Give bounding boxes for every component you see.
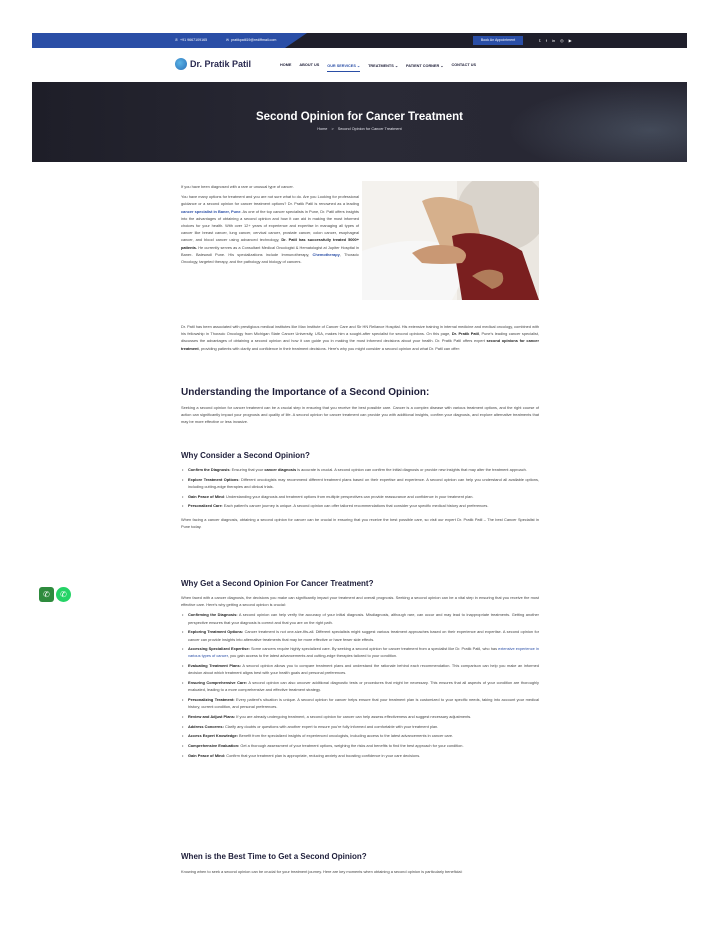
list-item [181,645,539,659]
whatsapp-button[interactable] [56,587,71,602]
page-hero-banner [32,82,687,162]
list-item-text: Cancer treatment is not one-size-fits-all. Different specialists might suggest various treatment approaches based on their experience and expertise. A second opinion for cancer can provide insights into alternative treatments that may be more effective or have fewer side effects. [188,629,539,642]
list-item-label: Gain Peace of Mind [188,493,224,499]
list-item-text: If you are already undergoing treatment, a second opinion for cancer can help assess effectiveness and suggest necessary adjustments. [235,713,472,719]
nav-our-services[interactable]: OUR SERVICES ⌄ [327,63,360,72]
instagram-icon[interactable]: ◎ [560,38,564,43]
about-highlight: second opinions for cancer treatment [181,338,539,351]
best-time-heading: When is the Best Time to Get a Second Opinion? [181,852,367,861]
intro-section [181,183,359,265]
list-item-text: A second opinion can also uncover additional diagnostic tests or procedures that might be necessary. This ensures that all aspects of your condition are thoroughly evaluated, leading to a more comprehensive and effective treatment strategy. [188,680,539,693]
list-item [181,493,539,500]
list-item-text: A second opinion allows you to compare treatment plans and understand the rationale behind each recommendation. This comparison can help you make an informed decision about which treatment aligns best with your health goals and personal preferences. [188,663,539,676]
phone-icon: ✆ [175,38,179,42]
list-item-label: Confirm the Diagnosis [188,467,230,472]
why-get-heading: Why Get a Second Opinion For Cancer Treatment? [181,579,374,588]
list-item-text: : Ensuring that your [229,467,265,472]
breadcrumb [32,127,687,131]
why-get-intro: When faced with a cancer diagnosis, the decisions you make can significantly impact your treatment and overall prognosis. Seeking a second opinion can be a vital step in ensuring that you receive the most effective care. Here's why getting a second opinion is crucial: [181,595,539,608]
list-item [181,742,539,749]
call-button[interactable] [39,587,54,602]
twitter-icon[interactable]: 𝕥 [539,38,541,43]
list-item-text: Confirm that your treatment plan is appropriate, reducing anxiety and boosting confidence in your care decisions. [225,752,421,758]
list-item-label: Gain Peace of Mind: [188,752,226,758]
list-item-label: Explore Treatment Options [188,476,239,482]
list-item-label: Confirming the Diagnosis: [188,612,238,618]
best-time-text: Knowing when to seek a second opinion can be crucial for your treatment journey. Here are key moments when obtaining a second opinion is particularly beneficial: [181,869,463,874]
experience-link[interactable]: extensive experience in various types of cancer [188,646,539,659]
linkedin-icon[interactable]: in [552,38,556,43]
list-item-label: Evaluating Treatment Plans: [188,663,242,669]
chemotherapy-link[interactable]: Chemotherapy [312,251,340,257]
why-consider-heading: Why Consider a Second Opinion? [181,451,310,460]
phone-number[interactable]: +91 9667109165 [180,38,208,42]
phone-icon: ✆ [43,590,50,599]
site-logo[interactable] [175,58,251,70]
list-item-label: Comprehensive Evaluation: [188,742,240,748]
about-highlight: Dr. Pratik Patil [451,331,479,337]
list-item-text: : Each patient's cancer journey is unique. A second opinion can offer tailored recommendations that consider your specific medical history and preferences. [221,503,489,509]
list-item [181,662,539,676]
about-section [181,323,539,352]
list-item-text: Get a thorough assessment of your treatment options, weighing the risks and benefits to find the best approach for your condition. [239,742,464,748]
intro-text: , Thoracic Oncology, targeted therapy, and the pathology and biology of cancers. [181,251,359,265]
list-item-text: : Different oncologists may recommend different treatment plans based on their expertise and experience. A second opinion can help you understand all available options, including cutting-edge therapies and clinical trials. [188,476,539,489]
intro-text: He currently serves as a Consultant Medical Oncologist & Hematologist at Jupiter Hospital in Baner- Balewadi Pune. His specializations include Immunotherapy, [181,244,359,257]
why-consider-closing: When facing a cancer diagnosis, obtaining a second opinion for cancer can be crucial in ensuring that you receive the best possible care, so visit our expert Dr. Pratik Patil – The best Cancer Specialist in Pune today. [181,516,539,529]
list-item-text: A second opinion can help verify the accuracy of your initial diagnosis. Misdiagnosis, although rare, can occur and may lead to inappropriate treatments. Getting another perspective ensures that your diagnosis is correct and that you are on the right path. [188,612,539,625]
intro-paragraph-2 [181,193,359,265]
intro-paragraph-1: If you have been diagnosed with a rare or unusual type of cancer. [181,184,294,189]
list-item [181,732,539,739]
list-item [181,723,539,730]
list-item [181,611,539,625]
importance-section [181,387,539,426]
nav-treatments[interactable]: TREATMENTS ⌄ [368,64,399,68]
list-item-text: Every patient's situation is unique. A second opinion for cancer helps ensure that your treatment plan is customized to your specific needs, taking into account your medical history, current condition, and personal preferences. [188,696,539,710]
top-bar-phone[interactable] [175,33,207,48]
list-item-label: Access Expert Knowledge: [188,733,238,739]
floating-contact-buttons [39,587,71,602]
list-item-text: Clarify any doubts or questions with another expert to ensure you're fully informed and comfortable with your treatment plan. [223,723,439,729]
list-item [181,466,539,473]
top-bar-email[interactable] [226,33,276,48]
logo-cross-icon [175,58,187,70]
list-item [181,502,539,509]
nav-contact-us[interactable]: CONTACT US [451,63,477,67]
about-paragraph [181,323,539,352]
intro-text: . As one of the top cancer specialists in Pune, Dr. Patil offers insights into the advantages of obtaining a second opinion and how it can aid in making the most informed choices for your health. With over 12+ years of experience and expertise in managing all types of cancer like breast cancer, lung cancer, cervical cancer, prostate cancer, colon cancer, esophageal cancer, and blood cancer using advanced technology, [181,208,359,243]
list-item [181,696,539,710]
youtube-icon[interactable]: ▶ [568,38,572,43]
why-consider-list [181,466,539,510]
whatsapp-icon: ✆ [60,590,67,599]
why-get-section [181,579,539,761]
about-text: , providing patients with clarity and confidence in their treatment decisions. Here's why you might consider a second opinion and what Dr. Patil can offer: [198,345,461,351]
social-links [539,33,572,48]
list-item [181,713,539,720]
about-text: , Pune's leading cancer specialist, discusses the advantages of obtaining a second opinion and how it can guide you in making the most informed decisions about your health. Dr. Pratik Patil offers expert [181,331,539,344]
list-item-label: Personalizing Treatment: [188,696,235,702]
doctor-consultation-image [362,181,539,300]
breadcrumb-separator: > [331,127,334,131]
nav-patient-corner[interactable]: PATIENT CORNER ⌄ [406,64,444,68]
nav-home[interactable]: HOME [280,63,292,67]
email-address[interactable]: pratikpatil19@rediffmail.com [231,38,277,42]
list-item-highlight: cancer diagnosis [264,467,297,472]
top-bar [32,33,687,48]
list-item [181,679,539,693]
page-title: Second Opinion for Cancer Treatment [255,111,464,123]
list-item-label: Ensuring Comprehensive Care: [188,680,248,686]
list-item-label: Address Concerns: [188,723,224,729]
best-time-section [181,852,539,875]
list-item-text: , you gain access to the latest advancements and cutting-edge therapies tailored to your condition. [227,653,398,659]
intro-highlight: Dr. Patil has successfully treated 5000+ patients. [181,237,359,250]
book-appointment-button[interactable]: Book An Appointment [473,36,523,45]
list-item-label: Accessing Specialized Expertise: [188,646,250,652]
list-item-text: is accurate is crucial. A second opinion can confirm the initial diagnosis or provide new insights that may alter the treatment approach. [296,467,527,472]
list-item-text: Benefit from the specialized insights of experienced oncologists, including access to the latest advancements in cancer care. [237,733,454,739]
list-item [181,628,539,642]
list-item-label: Exploring Treatment Options: [188,629,244,635]
breadcrumb-home[interactable]: Home [317,127,328,131]
importance-text: Seeking a second opinion for cancer treatment can be a crucial step in ensuring that you receive the best possible care. Cancer is a complex disease with various treatment options, and the right course of action can significantly impact your prognosis and quality of life. A second opinion for cancer treatment can provide you with additional insights, confirm your diagnosis, and explore alternative treatments that may be more effective or less invasive. [181,405,539,425]
list-item-text: Some cancers require highly specialized care. By seeking a second opinion for cancer treatment from a specialist like Dr. Pratik Patil, who has [249,646,499,652]
cancer-specialist-link[interactable]: cancer specialist in Baner, Pune [181,208,241,214]
logo-text: Dr. Pratik Patil [190,59,252,69]
list-item-label: Review and Adjust Plans: [188,713,236,719]
importance-heading: Understanding the Importance of a Second Opinion: [181,387,430,398]
list-item [181,752,539,759]
breadcrumb-current: Second Opinion for Cancer Treatment [337,127,402,131]
why-consider-section [181,451,539,530]
list-item-label: Personalized Care [188,503,222,509]
list-item [181,476,539,490]
why-get-list [181,611,539,758]
nav-about-us[interactable]: ABOUT US [299,63,320,67]
main-header [32,48,687,82]
list-item-text: : Understanding your diagnosis and treatment options from multiple perspectives can provide reassurance and confidence in your treatment plan. [223,493,474,499]
mail-icon: ✉ [226,38,230,42]
intro-text: You have many options for treatment and you are not sure what to do. Are you Looking for professional guidance or a second opinion for cancer treatment options? Dr. Pratik Patil is renowned as a leading [181,194,359,207]
main-nav [280,63,476,72]
facebook-icon[interactable]: f [545,38,547,43]
about-text: Dr. Patil has been associated with prestigious medical institutes like Max Institute of Cancer Care and Sir HN Reliance Hospital. His extensive training in internal medicine and medical oncology, combined with his fellowship in Thoracic Oncology from Michigan State Cancer University, USA, makes him a sought-after specialist for second opinions. On this page, [181,324,539,337]
